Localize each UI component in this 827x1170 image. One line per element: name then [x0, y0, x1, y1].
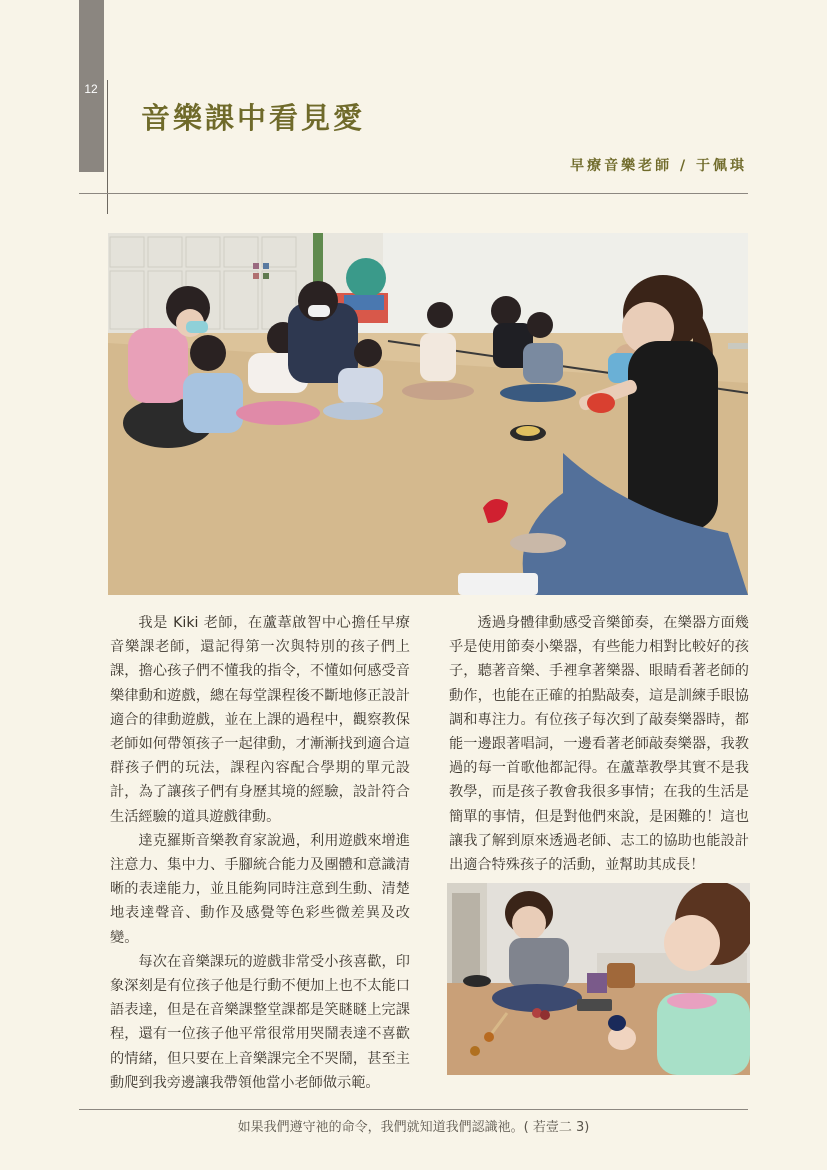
paragraph: 每次在音樂課玩的遊戲非常受小孩喜歡，印象深刻是有位孩子他是行動不便加上也不太能口語表達，但是在音樂課整堂課都是笑瞇瞇上完課程，還有一位孩子他平常很常用哭鬧表達不喜歡的情緒，但只要在上音樂課完全不哭鬧，甚至主動爬到我旁邊讓我帶領他當小老師做示範。	[110, 953, 410, 1091]
page-number: 12	[84, 82, 98, 96]
article-author: 早療音樂老師 / 于佩琪	[570, 158, 747, 174]
article-column-left	[110, 611, 410, 1095]
paragraph: 透過身體律動感受音樂節奏，在樂器方面幾乎是使用節奏小樂器，有些能力相對比較好的孩子，聽著音樂、手裡拿著樂器、眼睛看著老師的動作，也能在正確的拍點敲奏，這是訓練手眼協調和專注力。有位孩子每次到了敲奏樂器時，都能一邊跟著唱詞，一邊看著老師敲奏樂器，我教過的每一首歌他都記得。在蘆葦教學其實不是我教學，而是孩子教會我很多事情；在我的生活是簡單的事情，但是對他們來說，是困難的！這也讓我了解到原來透過老師、志工的協助也能設計出適合特殊孩子的活動，並幫助其成長！	[449, 615, 749, 874]
article-title: 音樂課中看見愛	[141, 101, 366, 135]
header-divider	[79, 193, 748, 194]
paragraph: 我是 Kiki 老師，在蘆葦啟智中心擔任早療音樂課老師，還記得第一次與特別的孩子們上課，擔心孩子們不懂我的指令，不懂如何感受音樂律動和遊戲，總在每堂課程後不斷地修正設計適合的律動遊戲，並在上課的過程中，觀察教保老師如何帶領孩子一起律動，才漸漸找到適合這群孩子們的玩法，課程內容配合學期的單元設計，為了讓孩子們有身歷其境的經驗，設計符合生活經驗的道具遊戲律動。	[110, 615, 410, 825]
teacher-photo	[447, 883, 750, 1075]
paragraph: 達克羅斯音樂教育家說過，利用遊戲來增進注意力、集中力、手腳統合能力及團體和意識清晰的表達能力，並且能夠同時注意到生動、清楚地表達聲音、動作及感覺等色彩些微差異及改變。	[110, 832, 410, 946]
article-column-right	[449, 611, 749, 877]
footer-divider	[79, 1109, 748, 1110]
classroom-photo	[108, 233, 748, 595]
footer-verse: 如果我們遵守祂的命令，我們就知道我們認識祂。( 若壹二 3)	[237, 1120, 590, 1135]
